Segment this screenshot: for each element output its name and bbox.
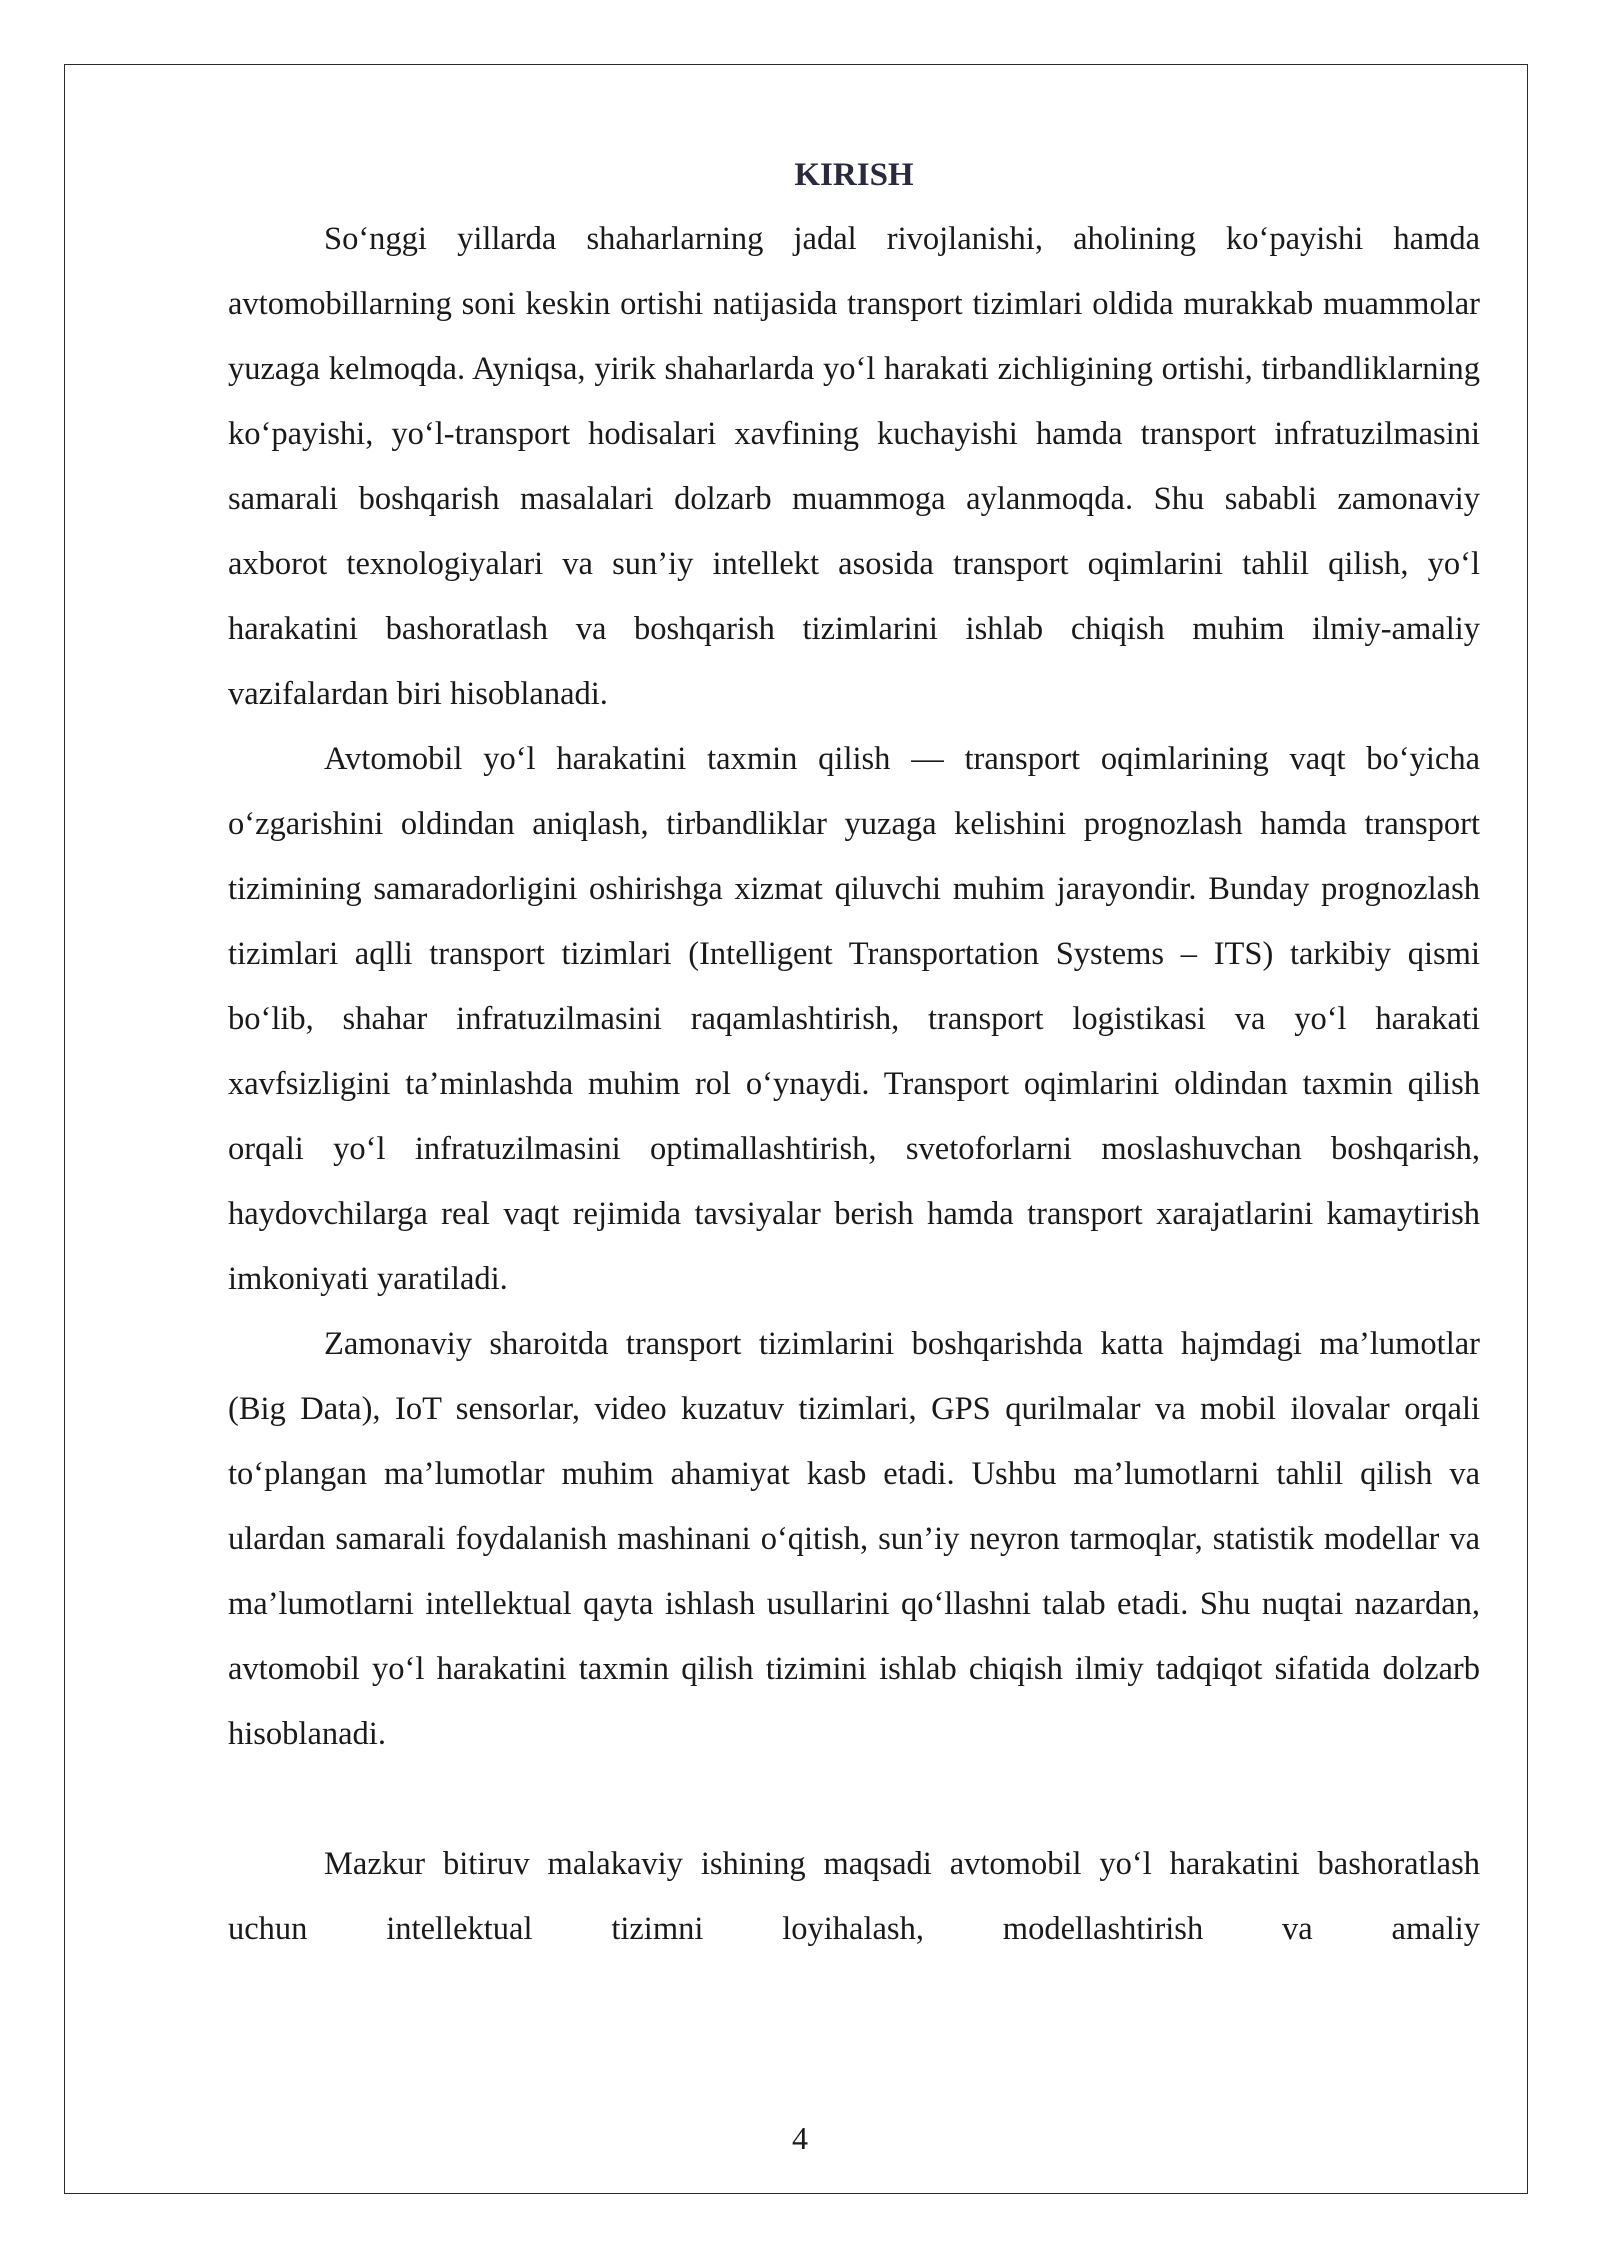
- paragraph-4: Mazkur bitiruv malakaviy ishining maqsadi avtomobil yo‘l harakatini bashoratlash uchun intellektual tizimni loyihalash, modellashtirish va amaliy: [228, 1846, 1480, 1947]
- paragraph-2: Avtomobil yo‘l harakatini taxmin qilish — transport oqimlarining vaqt bo‘yicha o‘zgarishini oldindan aniqlash, tirbandliklar yuzaga kelishini prognozlash hamda transport tizimining samaradorligini oshirishga xizmat qiluvchi muhim jarayondir. Bunday prognozlash tizimlari aqlli transport tizimlari (Intelligent Transportation Systems – ITS) tarkibiy qismi bo‘lib, shahar infratuzilmasini raqamlashtirish, transport logistikasi va yo‘l harakati xavfsizligini ta’minlashda muhim rol o‘ynaydi. Transport oqimlarini oldindan taxmin qilish orqali yo‘l infratuzilmasini optimallashtirish, svetoforlarni moslashuvchan boshqarish, haydovchilarga real vaqt rejimida tavsiyalar berish hamda transport xarajatlarini kamaytirish imkoniyati yaratiladi.: [228, 741, 1480, 1297]
- paragraph-3: Zamonaviy sharoitda transport tizimlarini boshqarishda katta hajmdagi ma’lumotlar (Big Data), IoT sensorlar, video kuzatuv tizimlari, GPS qurilmalar va mobil ilovalar orqali to‘plangan ma’lumotlar muhim ahamiyat kasb etadi. Ushbu ma’lumotlarni tahlil qilish va ulardan samarali foydalanish mashinani o‘qitish, sun’iy neyron tarmoqlar, statistik modellar va ma’lumotlarni intellektual qayta ishlash usullarini qo‘llashni talab etadi. Shu nuqtai nazardan, avtomobil yo‘l harakatini taxmin qilish tizimini ishlab chiqish ilmiy tadqiqot sifatida dolzarb hisoblanadi.: [228, 1326, 1480, 1752]
- document-body: [228, 148, 1480, 1962]
- section-title: KIRISH: [794, 157, 914, 193]
- paragraph-1: So‘nggi yillarda shaharlarning jadal rivojlanishi, aholining ko‘payishi hamda avtomobillarning soni keskin ortishi natijasida transport tizimlari oldida murakkab muammolar yuzaga kelmoqda. Ayniqsa, yirik shaharlarda yo‘l harakati zichligining ortishi, tirbandliklarning ko‘payishi, yo‘l-transport hodisalari xavfining kuchayishi hamda transport infratuzilmasini samarali boshqarish masalalari dolzarb muammoga aylanmoqda. Shu sababli zamonaviy axborot texnologiyalari va sun’iy intellekt asosida transport oqimlarini tahlil qilish, yo‘l harakatini bashoratlash va boshqarish tizimlarini ishlab chiqish muhim ilmiy-amaliy vazifalardan biri hisoblanadi.: [228, 221, 1480, 712]
- page-number: 4: [792, 2120, 808, 2156]
- paragraph-spacer: [228, 1767, 1480, 1832]
